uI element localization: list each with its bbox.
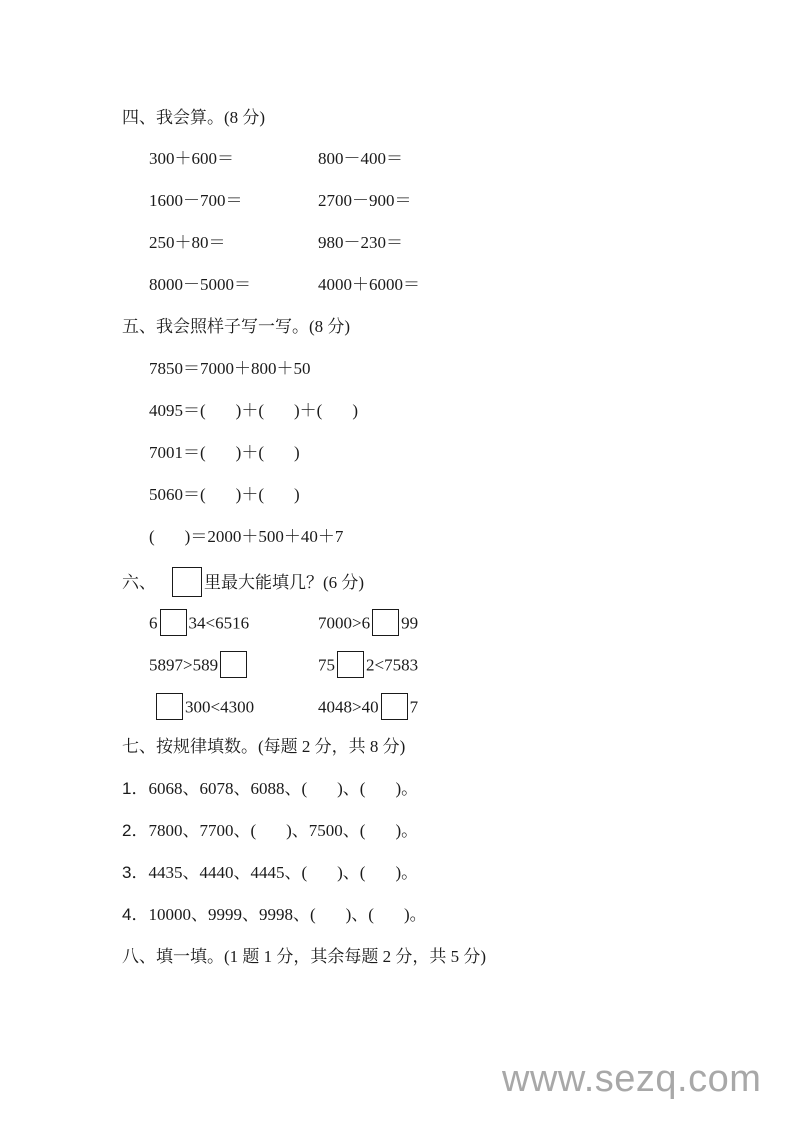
heading-suffix: 里最大能填几？(6 分) xyxy=(204,572,365,592)
calc-item: 800－400＝ xyxy=(318,149,403,168)
compare-before: 7000>6 xyxy=(318,613,371,633)
sequence-item xyxy=(122,779,418,799)
compare-before: 4048>40 xyxy=(318,697,379,717)
sequence-text: )、( xyxy=(337,863,366,882)
decompose-part: )＋( xyxy=(235,401,264,420)
calc-item: 980－230＝ xyxy=(318,233,403,252)
sequence-item xyxy=(122,821,418,841)
calc-item: 8000－5000＝ xyxy=(149,275,251,294)
item-number: 2． xyxy=(122,821,149,840)
compare-item xyxy=(318,611,418,638)
decompose-item xyxy=(149,443,300,463)
answer-box[interactable] xyxy=(160,609,187,636)
section-4-heading: 四、我会算。(8 分) xyxy=(122,108,266,127)
compare-item xyxy=(318,695,418,722)
sequence-item xyxy=(122,905,427,925)
decompose-part: )＋( xyxy=(235,443,264,462)
compare-after: 300<4300 xyxy=(185,697,255,717)
decompose-lhs: 4095＝( xyxy=(149,401,206,420)
compare-before: 5897>589 xyxy=(149,655,219,675)
sequence-text: )。 xyxy=(403,905,427,924)
compare-after: 2<7583 xyxy=(366,655,419,675)
decompose-part: )＋( xyxy=(294,401,323,420)
answer-box[interactable] xyxy=(337,651,364,678)
decompose-part: ) xyxy=(294,485,300,504)
calc-item: 4000＋6000＝ xyxy=(318,275,420,294)
compare-before: 75 xyxy=(318,655,335,675)
sequence-text: )、( xyxy=(345,905,374,924)
sequence-text: 10000、9999、9998、( xyxy=(148,905,316,924)
watermark: www.sezq.com xyxy=(502,1058,762,1100)
decompose-part: ) xyxy=(352,401,358,420)
calc-item: 2700－900＝ xyxy=(318,191,412,210)
compare-after: 7 xyxy=(409,697,419,717)
decompose-part: )＝2000＋500＋40＋7 xyxy=(184,527,344,546)
compare-item xyxy=(149,611,249,638)
calc-item: 300＋600＝ xyxy=(149,149,234,168)
calc-item: 250＋80＝ xyxy=(149,233,226,252)
box-icon xyxy=(172,567,202,597)
item-number: 1． xyxy=(122,779,149,798)
compare-after: 99 xyxy=(401,613,419,633)
section-6-heading xyxy=(122,569,364,599)
example-line: 7850＝7000＋800＋50 xyxy=(149,359,311,378)
calc-item: 1600－700＝ xyxy=(149,191,243,210)
section-7-heading: 七、按规律填数。(每题 2 分，共 8 分) xyxy=(122,737,406,756)
sequence-item xyxy=(122,863,418,883)
sequence-text: )。 xyxy=(395,821,419,840)
answer-box[interactable] xyxy=(381,693,408,720)
decompose-item xyxy=(149,485,300,505)
answer-box[interactable] xyxy=(156,693,183,720)
heading-prefix: 六、 xyxy=(122,572,156,592)
sequence-text: 4435、4440、4445、( xyxy=(148,863,308,882)
decompose-item xyxy=(149,401,358,421)
sequence-text: 6068、6078、6088、( xyxy=(148,779,308,798)
decompose-lhs: 5060＝( xyxy=(149,485,206,504)
compare-item xyxy=(318,653,418,680)
sequence-text: )。 xyxy=(395,779,419,798)
sequence-text: 7800、7700、( xyxy=(148,821,257,840)
sequence-text: )、7500、( xyxy=(286,821,366,840)
compare-item xyxy=(149,653,249,680)
section-8-heading: 八、填一填。(1 题 1 分，其余每题 2 分，共 5 分) xyxy=(122,947,487,966)
sequence-text: )、( xyxy=(337,779,366,798)
compare-after: 34<6516 xyxy=(188,613,250,633)
decompose-item xyxy=(149,527,343,547)
decompose-lhs: ( xyxy=(149,527,155,546)
decompose-part: ) xyxy=(294,443,300,462)
answer-box[interactable] xyxy=(372,609,399,636)
compare-before: 6 xyxy=(149,613,158,633)
decompose-lhs: 7001＝( xyxy=(149,443,206,462)
decompose-part: )＋( xyxy=(235,485,264,504)
item-number: 4． xyxy=(122,905,149,924)
sequence-text: )。 xyxy=(395,863,419,882)
section-5-heading: 五、我会照样子写一写。(8 分) xyxy=(122,317,351,336)
answer-box[interactable] xyxy=(220,651,247,678)
compare-item xyxy=(154,695,254,722)
item-number: 3． xyxy=(122,863,149,882)
